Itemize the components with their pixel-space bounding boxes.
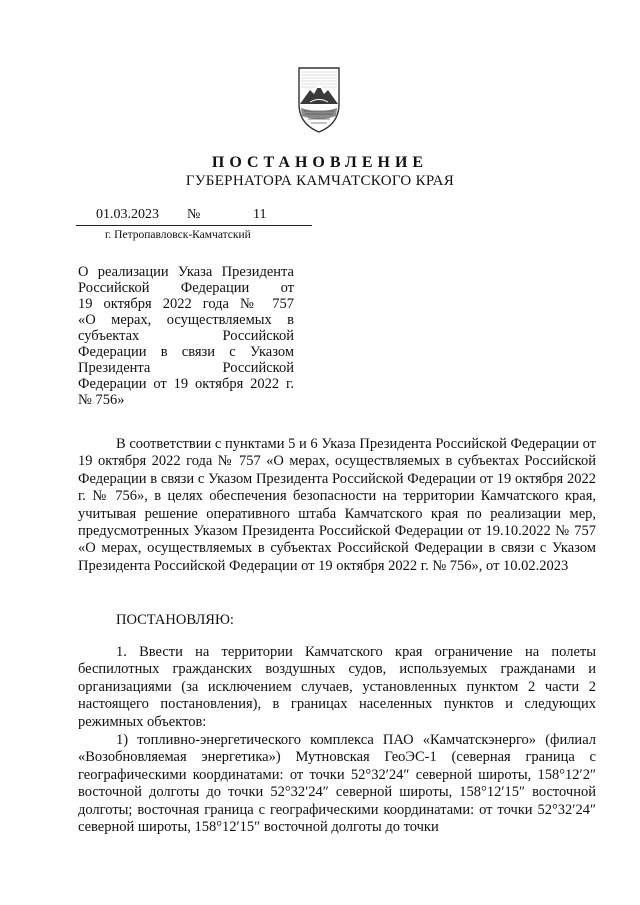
subject-line: «О мерах, осуществляемых в [78,312,294,328]
subject-line: Федерации в связи с Указом [78,344,294,360]
subject-line: Федерации от 19 октября 2022 г. [78,376,294,392]
document-number: 11 [253,207,267,222]
subject-line: Российской Федерации от [78,280,294,296]
preamble-paragraph: В соответствии с пунктами 5 и 6 Указа Президента Российской Федерации от 19 октября 2022 года № 757 «О мерах, осуществляемых в субъектах Российской Федерации в связи с Указом Президента Российской Федерации от 19 октября 2022 г. № 756», в целях обеспечения безопасности на территории Камчатского края, учитывая решение оперативного штаба Камчатского края по реализации мер, предусмотренных Указом Президента Российской Федерации от 19.10.2022 № 757 «О мерах, осуществляемых в субъектах Российской Федерации в связи с Указом Президента Российской Федерации от 19 октября 2022 г. № 756», от 10.02.2023 [78,436,596,574]
document-date: 01.03.2023 [96,207,159,222]
document-title: ПОСТАНОВЛЕНИЕ [211,154,429,171]
subject-line: Президента Российской [78,360,294,376]
subject-line: субъектах Российской [78,328,294,344]
kamchatka-coat-of-arms-icon [296,64,342,134]
decree-block [78,612,596,629]
requisites-line [76,207,312,226]
document-subject [78,264,294,408]
subitem-1-paragraph: 1) топливно-энергетического комплекса ПАО «Камчатскэнерго» (филиал «Возобновляемая энергетика») Мутновская ГеоЭС-1 (северная граница с географическими координатами: от точки 52°32′24″ северной широты, 158°12′2″ восточной долготы до точки 52°32′24″ северной широты, 158°12′15″ восточной долготы; восточная граница с географическими координатами: от точки 52°32′24″ северной широты, 158°12′15″ восточной долготы до точки [78,732,596,836]
decree-word: ПОСТАНОВЛЯЮ: [116,612,234,628]
item-1-block [78,644,596,731]
item-1-paragraph: 1. Ввести на территории Камчатского края ограничение на полеты беспилотных гражданских воздушных судов, используемых гражданами и организациями (за исключением случаев, установленных пунктом 2 части 2 настоящего постановления), в границах населенных пунктов и следующих режимных объектов: [78,644,596,730]
document-city: г. Петропавловск-Камчатский [105,229,251,241]
subject-line: № 756» [78,392,125,408]
subject-line: О реализации Указа Президента [78,264,294,280]
document-subtitle: ГУБЕРНАТОРА КАМЧАТСКОГО КРАЯ [185,173,455,189]
preamble-block [78,436,596,575]
subject-line: 19 октября 2022 года № 757 [78,296,294,312]
number-sign: № [187,207,201,222]
subitem-1-block [78,732,596,836]
